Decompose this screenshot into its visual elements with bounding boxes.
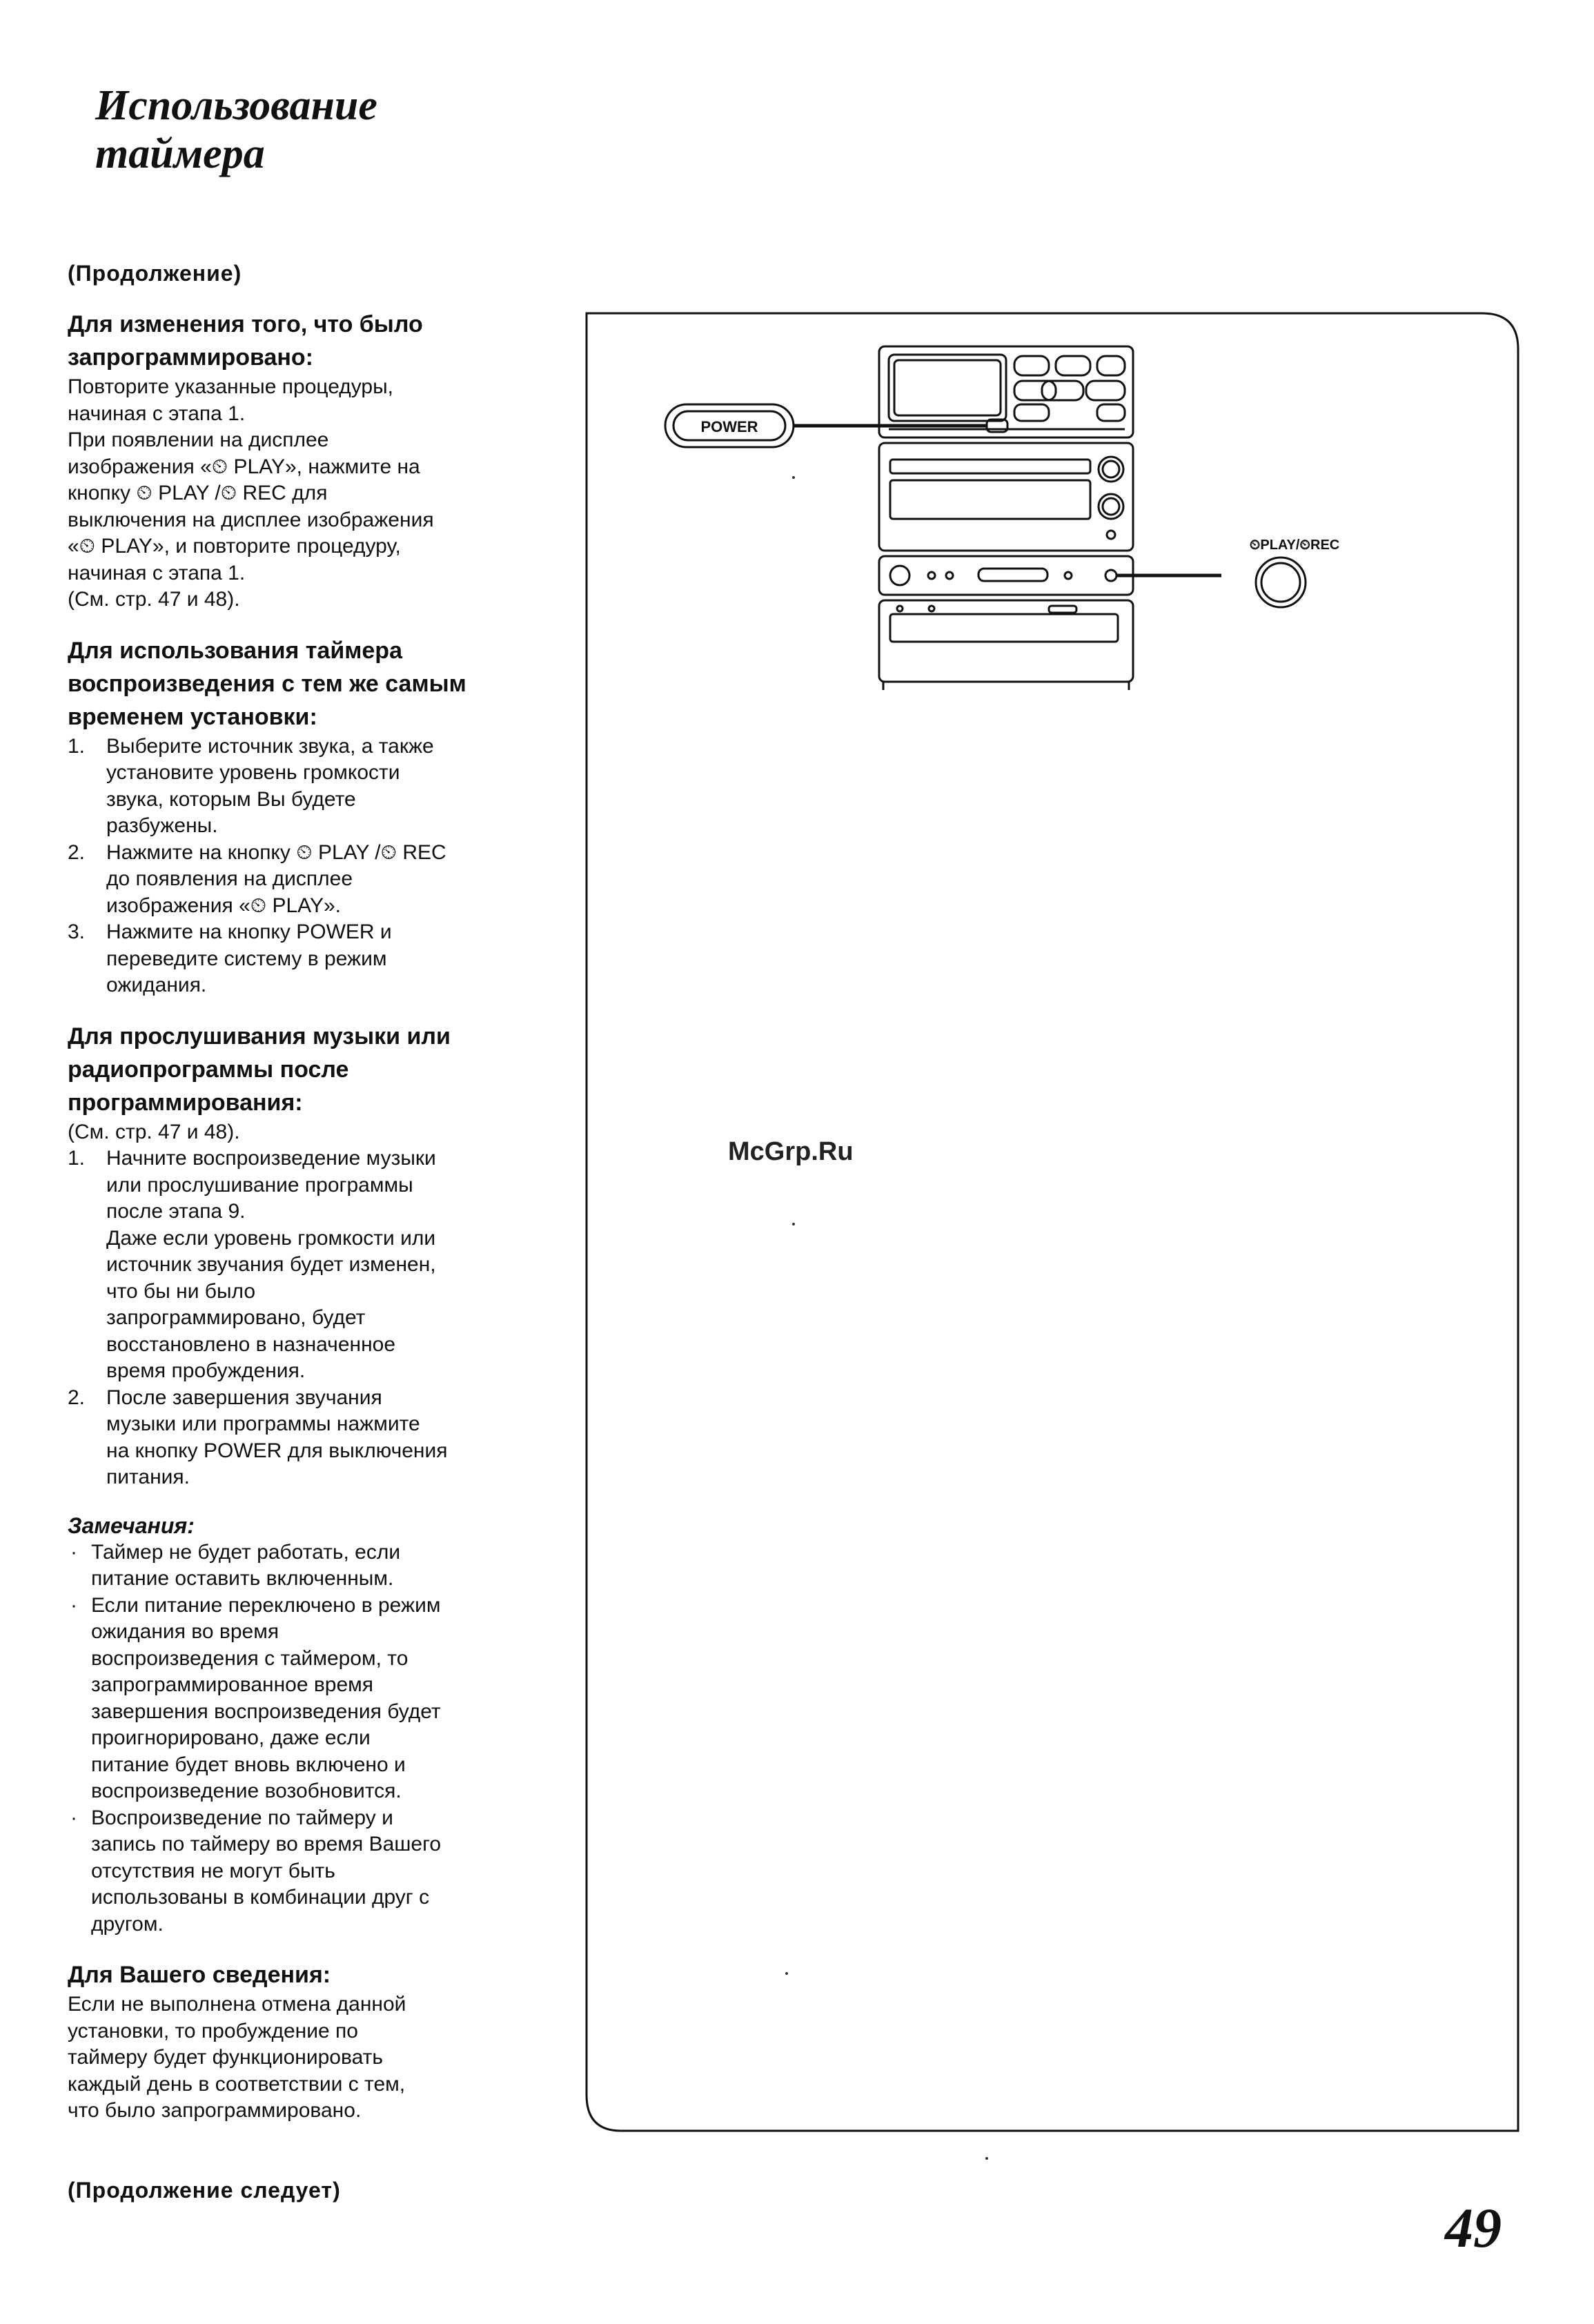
notes-title: Замечания: <box>68 1513 195 1538</box>
section-heading: Для изменения того, что было запрограммировано: <box>68 311 423 371</box>
list-item: 2. После завершения звучания музыки или программы нажмите на кнопку POWER для выключения питания. <box>68 1386 448 1488</box>
list-item: 3. Нажмите на кнопку POWER и переведите систему в режим ожидания. <box>68 920 392 996</box>
left-column <box>68 308 551 2125</box>
steps-list <box>68 733 551 999</box>
section-text: Если не выполнена отмена данной установки, то пробуждение по таймеру будет функционировать каждый день в соответствии с тем, что было запрограммировано. <box>68 1993 406 2122</box>
continued-label: (Продолжение) <box>68 261 242 286</box>
speck <box>792 476 795 479</box>
watermark: McGrp.Ru <box>728 1137 854 1166</box>
section-listen-after <box>68 1020 551 1491</box>
notes-list <box>68 1539 551 1938</box>
section-same-time <box>68 634 551 999</box>
page-title <box>95 81 377 178</box>
section-change-program <box>68 308 551 613</box>
section-heading: Для Вашего сведения: <box>68 1962 331 1988</box>
section-text: Повторите указанные процедуры, начиная с этапа 1. При появлении на дисплее изображения «⏲ PLAY», нажмите на кнопку ⏲ PLAY /⏲ REC для выключения на дисплее изображения «⏲ PLAY», и повторите процедуру, начиная с этапа 1. (См. стр. 47 и 48). <box>68 375 434 611</box>
stereo-system-illustration <box>656 338 1380 725</box>
section-heading: Для использования таймера воспроизведения с тем же самым временем установки: <box>68 637 466 730</box>
section-notes <box>68 1512 551 1938</box>
title-line-2: таймера <box>95 130 265 177</box>
continued-next-label: (Продолжение следует) <box>68 2178 341 2203</box>
list-item: · Таймер не будет работать, если питание оставить включенным. <box>68 1539 551 1593</box>
title-line-1: Использование <box>95 82 377 129</box>
speck <box>785 1972 788 1975</box>
list-item: 2. Нажмите на кнопку ⏲ PLAY /⏲ REC до появления на дисплее изображения «⏲ PLAY». <box>68 840 446 917</box>
steps-list <box>68 1145 551 1491</box>
section-ref: (См. стр. 47 и 48). <box>68 1120 240 1143</box>
list-item: 1. Начните воспроизведение музыки или прослушивание программы после этапа 9. Даже если уровень громкости или источник звучания будет изменен, что бы ни было запрограммировано, будет восстановлено в назначенное время пробуждения. <box>68 1147 436 1382</box>
section-heading: Для прослушивания музыки или радиопрограммы после программирования: <box>68 1023 451 1116</box>
speck <box>985 2157 988 2160</box>
speck <box>792 1223 795 1225</box>
section-info <box>68 1958 551 2125</box>
power-label: POWER <box>700 418 758 435</box>
play-rec-label: ⏲PLAY/⏲REC <box>1249 538 1340 553</box>
list-item: 1. Выберите источник звука, а также установите уровень громкости звука, которым Вы будете разбужены. <box>68 734 434 837</box>
page-number: 49 <box>1445 2196 1502 2259</box>
list-item: · Если питание переключено в режим ожидания во время воспроизведения с таймером, то запрограммированное время завершения воспроизведения будет проигнорировано, даже если питание будет вновь включено и воспроизведение возобновится. <box>68 1593 551 1805</box>
play-rec-callout <box>1116 558 1306 607</box>
list-item: · Воспроизведение по таймеру и запись по таймеру во время Вашего отсутствия не могут быть использованы в комбинации друг с другом. <box>68 1805 551 1938</box>
